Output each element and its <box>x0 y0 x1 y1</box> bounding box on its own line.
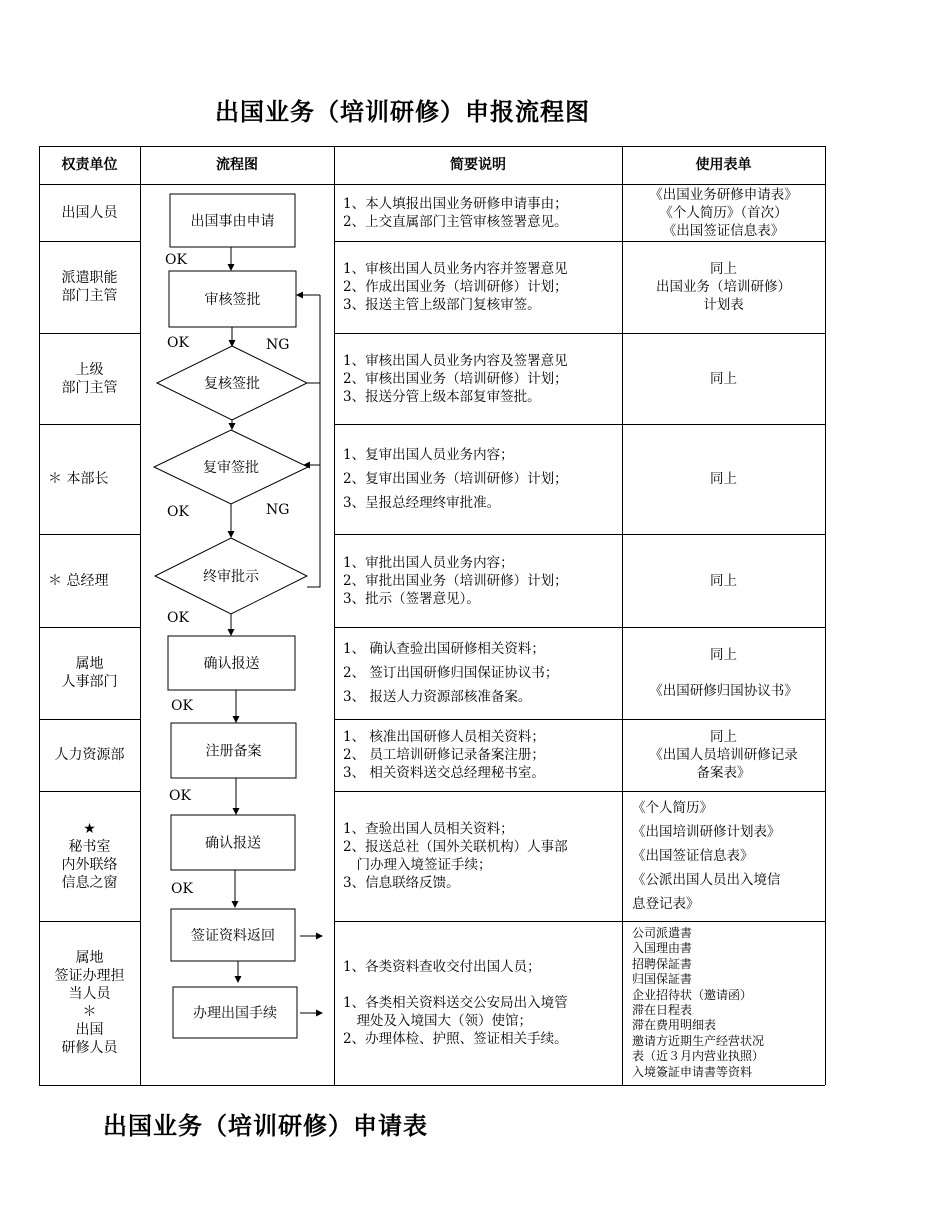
form-line: 《公派出国人员出入境信 <box>632 872 781 888</box>
ok-label: OK <box>167 610 189 626</box>
flow-node-label: 签证资料返回 <box>191 928 275 944</box>
form-line: 出国业务（培训研修） <box>656 279 791 295</box>
header-label: 权责单位 <box>61 157 118 173</box>
description-line: 3、呈报总经理终审批准。 <box>343 495 501 511</box>
header-label: 流程图 <box>216 157 258 173</box>
unit-line: 派遣职能 <box>61 270 118 286</box>
form-line: 同上 <box>710 572 737 589</box>
form-line: 同上 <box>710 647 737 663</box>
description-line: 2、审批出国业务（培训研修）计划； <box>343 572 568 589</box>
header-label: 使用表单 <box>695 157 752 173</box>
form-line: 备案表》 <box>696 765 751 781</box>
arrow-head <box>229 423 236 430</box>
description-line: 1、本人填报出国业务研修申请事由； <box>343 195 568 212</box>
description-line: 1、各类资料查收交付出国人员； <box>343 959 541 975</box>
unit-line: ★ <box>83 821 96 837</box>
flow-node-label: 办理出国手续 <box>193 1005 277 1022</box>
description-line: 门办理入境签证手续； <box>343 857 492 873</box>
form-line: 《个人简历》（首次） <box>659 204 788 221</box>
arrow-head <box>232 901 239 908</box>
arrow-head <box>316 933 323 940</box>
flow-node-label: 终审批示 <box>203 569 259 585</box>
unit-line: 当人员 <box>68 986 111 1002</box>
form-line: 招聘保証書 <box>632 956 693 971</box>
unit-line: ＊ <box>82 1004 97 1020</box>
flow-node-label: 出国事由申请 <box>190 213 275 230</box>
arrow-head <box>228 531 235 538</box>
form-line: 滞在日程表 <box>632 1003 693 1017</box>
description-line: 1、 确认查验出国研修相关资料； <box>343 641 545 657</box>
unit-line: 研修人员 <box>61 1040 118 1056</box>
arrow-head <box>228 629 235 636</box>
description-line: 1、查验出国人员相关资料； <box>343 821 514 837</box>
form-line: 滞在费用明细表 <box>632 1018 717 1033</box>
form-title: 出国业务（培训研修）申请表 <box>103 1112 428 1140</box>
ok-label: OK <box>171 698 193 714</box>
description-line: 1、审批出国人员业务内容； <box>343 554 514 571</box>
ng-label: NG <box>266 337 290 353</box>
flow-node-label: 复审签批 <box>203 460 259 476</box>
description-line: 2、复审出国业务（培训研修）计划； <box>343 471 568 487</box>
form-line: 《出国研修归国协议书》 <box>649 683 798 699</box>
unit-line: 秘书室 <box>68 839 111 855</box>
description-line: 3、 相关资料送交总经理秘书室。 <box>343 765 545 781</box>
description-line: 1、审核出国人员业务内容并签署意见 <box>343 261 568 277</box>
flow-node-label: 审核签批 <box>204 292 261 308</box>
ng-return-line <box>307 383 320 587</box>
flow-node-label: 确认报送 <box>205 835 261 852</box>
unit-line: 内外联络 <box>61 857 118 873</box>
description-line: 2、上交直属部门主管审核签署意见。 <box>343 213 568 230</box>
unit-line: 出国 <box>75 1022 104 1038</box>
unit-line: 签证办理担 <box>54 968 125 984</box>
unit-line: 上级 <box>75 361 104 378</box>
arrow-head <box>228 264 235 271</box>
unit-line: 部门主管 <box>61 379 118 396</box>
form-line: 企业招待状（邀请函） <box>632 987 753 1002</box>
description-line: 1、各类相关资料送交公安局出入境管 <box>343 995 568 1011</box>
form-line: 入境簽証申请書等资料 <box>632 1064 753 1079</box>
description-line: 3、批示（签署意见）。 <box>343 590 480 607</box>
form-line: 邀请方近期生产经营状况 <box>632 1033 765 1048</box>
form-line: 《出国培训研修计划表》 <box>632 824 781 840</box>
form-line: 同上 <box>710 370 737 387</box>
form-line: 《个人简历》 <box>632 800 713 816</box>
description-line: 2、报送总社（国外关联机构）人事部 <box>343 839 568 855</box>
description-line: 3、报送分管上级本部复审签批。 <box>343 388 541 405</box>
form-line: 《出国业务研修申请表》 <box>649 186 798 203</box>
description-line: 2、作成出国业务（培训研修）计划； <box>343 279 568 295</box>
form-line: 同上 <box>710 261 737 277</box>
unit-line: ＊ 总经理 <box>48 572 109 589</box>
description-line: 3、报送主管上级部门复核审签。 <box>343 297 541 313</box>
form-line: 《出国签证信息表》 <box>632 848 754 864</box>
unit-line: 部门主管 <box>61 288 118 304</box>
flow-node-label: 注册备案 <box>205 743 262 760</box>
arrow-head <box>316 1010 323 1017</box>
unit-line: 人力资源部 <box>54 747 125 763</box>
description-line: 理处及入境国大（领）使馆； <box>343 1013 532 1029</box>
arrow-head <box>296 292 303 299</box>
unit-line: 信息之窗 <box>61 875 118 891</box>
form-line: 计划表 <box>703 297 744 313</box>
description-line: 3、 报送人力资源部核准备案。 <box>343 689 532 705</box>
description-line: 1、 核准出国研修人员相关资料； <box>343 729 545 745</box>
form-line: 入国理由書 <box>632 941 693 956</box>
unit-line: 出国人员 <box>61 204 118 221</box>
description-line: 1、复审出国人员业务内容； <box>343 447 514 463</box>
ok-label: OK <box>165 252 187 268</box>
arrow-head <box>233 716 240 723</box>
flow-node-label: 确认报送 <box>203 656 260 672</box>
form-line: 同上 <box>710 729 737 745</box>
form-line: 《出国人员培训研修记录 <box>649 747 798 763</box>
description-line: 2、 员工培训研修记录备案注册； <box>343 747 545 763</box>
ok-label: OK <box>167 335 189 351</box>
form-line: 息登记表》 <box>632 896 700 912</box>
description-line: 1、审核出国人员业务内容及签署意见 <box>343 352 568 369</box>
description-line: 2、 签订出国研修归国保证协议书； <box>343 665 559 681</box>
ng-label: NG <box>266 502 290 518</box>
description-line: 3、信息联络反馈。 <box>343 875 460 891</box>
page-title: 出国业务（培训研修）申报流程图 <box>215 98 590 126</box>
ok-label: OK <box>171 881 193 897</box>
unit-line: ＊ 本部长 <box>48 471 109 487</box>
unit-line: 人事部门 <box>61 674 118 690</box>
form-line: 表（近３月内营业执照） <box>632 1049 765 1064</box>
unit-line: 属地 <box>75 950 104 966</box>
ok-label: OK <box>167 504 189 520</box>
arrow-head <box>235 976 242 983</box>
header-label: 简要说明 <box>450 157 506 173</box>
description-line: 2、办理体检、护照、签证相关手续。 <box>343 1031 568 1047</box>
ok-label: OK <box>169 788 191 804</box>
form-line: 《出国签证信息表》 <box>662 222 785 239</box>
form-line: 公司派遣書 <box>632 925 693 940</box>
flow-node-label: 复核签批 <box>204 376 260 392</box>
unit-line: 属地 <box>75 656 104 672</box>
arrow-head <box>233 808 240 815</box>
description-line: 2、审核出国业务（培训研修）计划； <box>343 370 568 387</box>
form-line: 归国保証書 <box>632 972 693 987</box>
form-line: 同上 <box>710 471 737 487</box>
